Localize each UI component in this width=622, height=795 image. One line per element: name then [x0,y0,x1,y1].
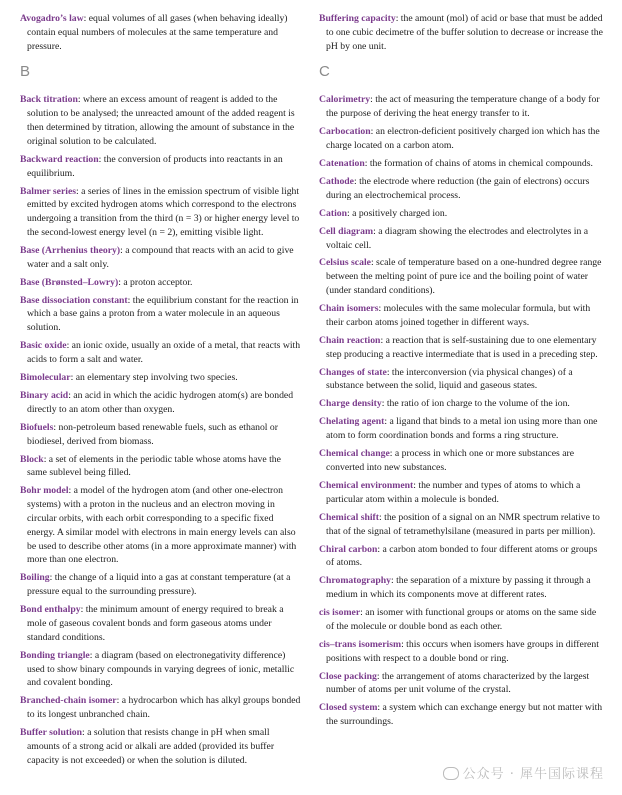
glossary-term: Cathode [319,175,354,187]
glossary-term: Base (Arrhenius theory) [20,244,121,256]
glossary-term: Closed system [319,702,378,714]
glossary-entry [319,606,604,634]
glossary-term: Cell diagram [319,225,374,237]
glossary-entry [319,479,604,507]
glossary-entry [319,207,604,221]
glossary-definition: : a process in which one or more substances are converted into new substances. [326,448,575,473]
glossary-entry [20,726,303,767]
glossary-term: Avogadro’s law [20,13,84,24]
glossary-entry [20,294,303,335]
glossary-entry [319,302,604,330]
glossary-definition: : a set of elements in the periodic table whose atoms have the same sublevel being filled. [27,453,281,479]
glossary-entry [20,603,303,644]
glossary-entry [20,484,303,567]
glossary-term: Chromatography [319,575,391,587]
glossary-term: Close packing [319,670,377,682]
glossary-term: Base (Brønsted–Lowry) [20,276,119,288]
right-column [319,12,604,733]
glossary-term: Buffering capacity [319,13,396,24]
glossary-definition: : the change of a liquid into a gas at constant temperature (at a pressure equal to the surrounding pressure). [27,572,291,598]
glossary-entry [20,389,303,417]
glossary-definition: : where an excess amount of reagent is added to the solution to be analysed; the unreacted amount of the added reagent is then determined by titration, allowing the amount of substance in the original solution to be calculated. [27,94,295,147]
glossary-term: Carbocation [319,126,371,138]
glossary-definition: : a positively charged ion. [347,207,448,219]
glossary-definition: : non-petroleum based renewable fuels, such as ethanol or biodiesel, derived from biomass. [27,421,278,447]
glossary-term: Basic oxide [20,340,67,352]
glossary-term: Base dissociation constant [20,294,128,306]
glossary-entry [319,511,604,539]
glossary-definition: : the separation of a mixture by passing it through a medium in which its components move at different rates. [326,575,591,601]
glossary-definition: : a proton acceptor. [118,276,193,288]
glossary-definition: : an electron-deficient positively charged ion which has the charge located on a carbon atom. [326,126,600,151]
glossary-entry [319,157,604,171]
glossary-definition: : a solution that resists change in pH when small amounts of a strong acid or alkali are added (provided its buffer capacity is not exceeded) or when the solution is diluted. [27,727,275,766]
glossary-entry [319,334,604,362]
glossary-definition: : the number and types of atoms to which a particular atom within a molecule is bonded. [326,479,581,505]
glossary-term: cis isomer [319,607,361,619]
glossary-entry [319,256,604,297]
glossary-term: Branched-chain isomer [20,695,117,707]
glossary-definition: : an ionic oxide, usually an oxide of a metal, that reacts with acids to form a salt and water. [27,340,301,366]
glossary-definition: : a system which can exchange energy but not matter with the surroundings. [326,702,603,728]
watermark-text: 公众号 · 犀牛国际课程 [462,767,604,782]
glossary-definition: : the formation of chains of atoms in chemical compounds. [364,157,593,169]
glossary-entry [319,638,604,666]
glossary-definition: : a model of the hydrogen atom (and other one-electron systems) with a proton in the nucleus and an electron moving in circular orbits, with each orbit corresponding to a specific fixed energy. A similar model with electrons in main energy levels can also be used to describe other atoms (in a more approximate manner) with more than one electron. [27,485,297,566]
glossary-definition: : the amount (mol) of acid or base that must be added to one cubic decimetre of the buffer solution to decrease or increase the pH by one unit. [326,13,603,52]
glossary-term: Chain isomers [319,303,379,315]
glossary-entry [319,366,604,394]
glossary-entry [319,670,604,698]
glossary-term: Catenation [319,157,365,169]
glossary-definition: : an isomer with functional groups or atoms on the same side of the molecule or double bond as each other. [326,607,597,632]
glossary-entry [20,371,303,385]
glossary-entry [319,125,604,153]
glossary-definition: : a hydrocarbon which has alkyl groups bonded to its longest unbranched chain. [27,695,301,721]
glossary-term: Calorimetry [319,94,371,106]
glossary-term: Buffer solution [20,727,82,739]
glossary-definition: : molecules with the same molecular formula, but with their carbon atoms joined together in different ways. [326,303,591,328]
glossary-definition: : a diagram showing the electrodes and electrolytes in a voltaic cell. [326,225,589,251]
glossary-entry [319,701,604,729]
glossary-term: Bohr model [20,485,69,497]
glossary-definition: : this occurs when isomers have groups in different positions with respect to a double bond or ring. [326,638,599,664]
glossary-term: Chain reaction [319,334,381,346]
glossary-definition: : a reaction that is self-sustaining due to one elementary step producing a reactive intermediate that is used in a preceding step. [326,334,598,360]
glossary-entry [20,244,303,272]
glossary-entry [319,175,604,203]
left-entry-list [20,93,303,767]
glossary-definition: : a compound that reacts with an acid to give water and a salt only. [27,244,294,270]
glossary-entry [319,415,604,443]
glossary-term: Chemical change [319,448,390,460]
glossary-term: Bonding triangle [20,649,90,661]
glossary-term: Boiling [20,572,50,584]
glossary-definition: : a series of lines in the emission spectrum of visible light emitted by excited hydrogen atoms which correspond to the electrons undergoing a transition from the third (n = 3) or higher energy level to the second-lowest energy level (n = 2), emitting visible light. [27,185,300,238]
glossary-term: Chemical shift [319,511,380,523]
glossary-definition: : the act of measuring the temperature change of a body for the purpose of deriving the heat energy transfer to it. [326,94,600,120]
glossary-term: Bond enthalpy [20,604,81,616]
glossary-term: Cation [319,207,347,219]
glossary-entry [20,185,303,240]
glossary-entry [319,93,604,121]
glossary-term: Balmer series [20,185,77,197]
glossary-term: Binary acid [20,390,69,402]
glossary-entry [319,397,604,411]
glossary-entry [20,12,303,53]
left-intro-list [20,12,303,53]
section-letter-b: B [20,63,31,81]
glossary-entry [20,93,303,148]
glossary-definition: : the minimum amount of energy required to break a mole of gaseous covalent bonds and form gaseous atoms under standard conditions. [27,604,284,643]
glossary-definition: : a carbon atom bonded to four different atoms or groups of atoms. [326,543,598,569]
glossary-entry [20,421,303,449]
glossary-definition: : equal volumes of all gases (when behaving ideally) contain equal numbers of molecules at the same temperature and pressure. [27,13,288,52]
glossary-term: Chiral carbon [319,543,378,555]
glossary-definition: : an acid in which the acidic hydrogen atom(s) are bonded directly to an atom other than oxygen. [27,390,294,415]
glossary-entry [319,225,604,253]
glossary-term: Back titration [20,94,78,106]
glossary-definition: : an elementary step involving two species. [70,372,238,384]
left-column [20,12,303,772]
glossary-term: Celsius scale [319,257,371,269]
glossary-term: Chelating agent [319,416,385,428]
glossary-term: Chemical environment [319,479,414,491]
section-letter-c: C [319,63,330,81]
glossary-entry [319,12,604,53]
glossary-entry [319,574,604,602]
glossary-definition: : the ratio of ion charge to the volume of the ion. [381,398,570,410]
glossary-term: Biofuels [20,421,54,433]
glossary-term: Backward reaction [20,153,99,165]
glossary-definition: : a ligand that binds to a metal ion using more than one atom to form coordination bonds and forms a ring structure. [326,416,598,442]
glossary-term: Charge density [319,398,382,410]
wechat-icon [443,767,459,780]
glossary-entry [20,276,303,290]
glossary-term: cis–trans isomerism [319,638,402,650]
right-entry-list [319,93,604,729]
glossary-entry [20,649,303,690]
glossary-definition: : the interconversion (via physical changes) of a substance between the solid, liquid and gaseous states. [326,366,573,392]
glossary-entry [20,153,303,181]
glossary-entry [20,571,303,599]
glossary-definition: : the equilibrium constant for the reaction in which a base gains a proton from a water molecule in an aqueous solution. [27,294,299,334]
glossary-term: Changes of state [319,366,387,378]
glossary-entry [319,447,604,475]
glossary-definition: : the position of a signal on an NMR spectrum relative to that of the signal of tetramethylsilane (measured in parts per million). [326,511,600,537]
watermark [443,763,604,782]
glossary-definition: : a diagram (based on electronegativity difference) used to show binary compounds in varying degrees of ionic, metallic and covalent bonding. [27,649,295,689]
glossary-definition: : the electrode where reduction (the gain of electrons) occurs during an electrochemical process. [326,175,590,201]
glossary-definition: : the arrangement of atoms characterized by the largest number of atoms per unit volume of the crystal. [326,670,590,696]
glossary-definition: : scale of temperature based on a one-hundred degree range between the melting point of pure ice and the boiling point of water (under standard conditions). [326,257,602,297]
glossary-term: Block [20,453,44,465]
glossary-entry [20,453,303,481]
glossary-entry [319,543,604,571]
glossary-term: Bimolecular [20,372,71,384]
glossary-entry [20,339,303,367]
right-intro-list [319,12,604,53]
glossary-definition: : the conversion of products into reactants in an equilibrium. [27,153,283,179]
glossary-entry [20,694,303,722]
